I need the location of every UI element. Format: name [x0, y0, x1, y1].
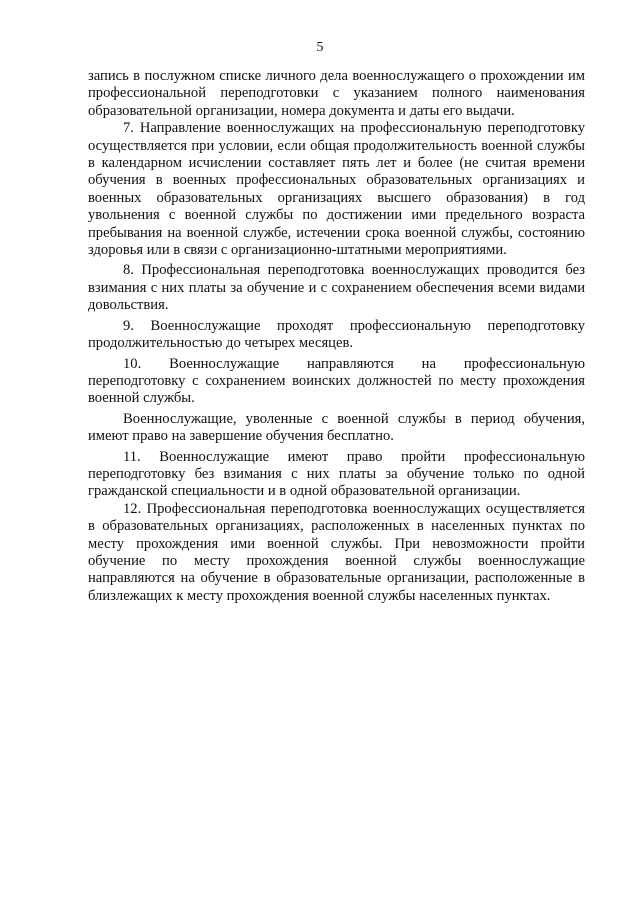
paragraph-continuation: запись в послужном списке личного дела военнослужащего о прохождении им профессиональной переподготовки с указанием полного наименования образовательной организации, номера документа и даты его выдачи.	[88, 68, 585, 119]
paragraph-item-11: 11. Военнослужащие имеют право пройти профессиональную переподготовку без взимания с них платы за обучение только по одной гражданской специальности и в одной образовательной организации.	[88, 448, 585, 500]
paragraph-item-7: 7. Направление военнослужащих на профессиональную переподготовку осуществляется при условии, если общая продолжительность военной службы в календарном исчислении составляет пять лет и более (не считая времени обучения в военных профессиональных образовательных организациях и военных образовательных организациях высшего образования) в год увольнения с военной службы по достижении ими предельного возраста пребывания на военной службе, истечении срока военной службы, состоянию здоровья или в связи с организационно-штатными мероприятиями.	[88, 120, 585, 259]
paragraph-item-9: 9. Военнослужащие проходят профессиональную переподготовку продолжительностью до четырех месяцев.	[88, 317, 585, 352]
paragraph-item-12: 12. Профессиональная переподготовка военнослужащих осуществляется в образовательных организациях, расположенных в населенных пунктах по месту прохождения ими военной службы. При невозможности пройти обучение по месту прохождения военной службы военнослужащие направляются на обучение в образовательные организации, расположенные в близлежащих к месту прохождения военной службы населенных пунктах.	[88, 500, 585, 604]
paragraph-dismissed-training: Военнослужащие, уволенные с военной службы в период обучения, имеют право на завершение обучения бесплатно.	[88, 410, 585, 445]
paragraph-item-10: 10. Военнослужащие направляются на профессиональную переподготовку с сохранением воинских должностей по месту прохождения военной службы.	[88, 355, 585, 407]
document-body	[88, 68, 585, 605]
page-number: 5	[316, 40, 324, 55]
paragraph-item-8: 8. Профессиональная переподготовка военнослужащих проводится без взимания с них платы за обучение и с сохранением обеспечения всеми видами довольствия.	[88, 262, 585, 314]
